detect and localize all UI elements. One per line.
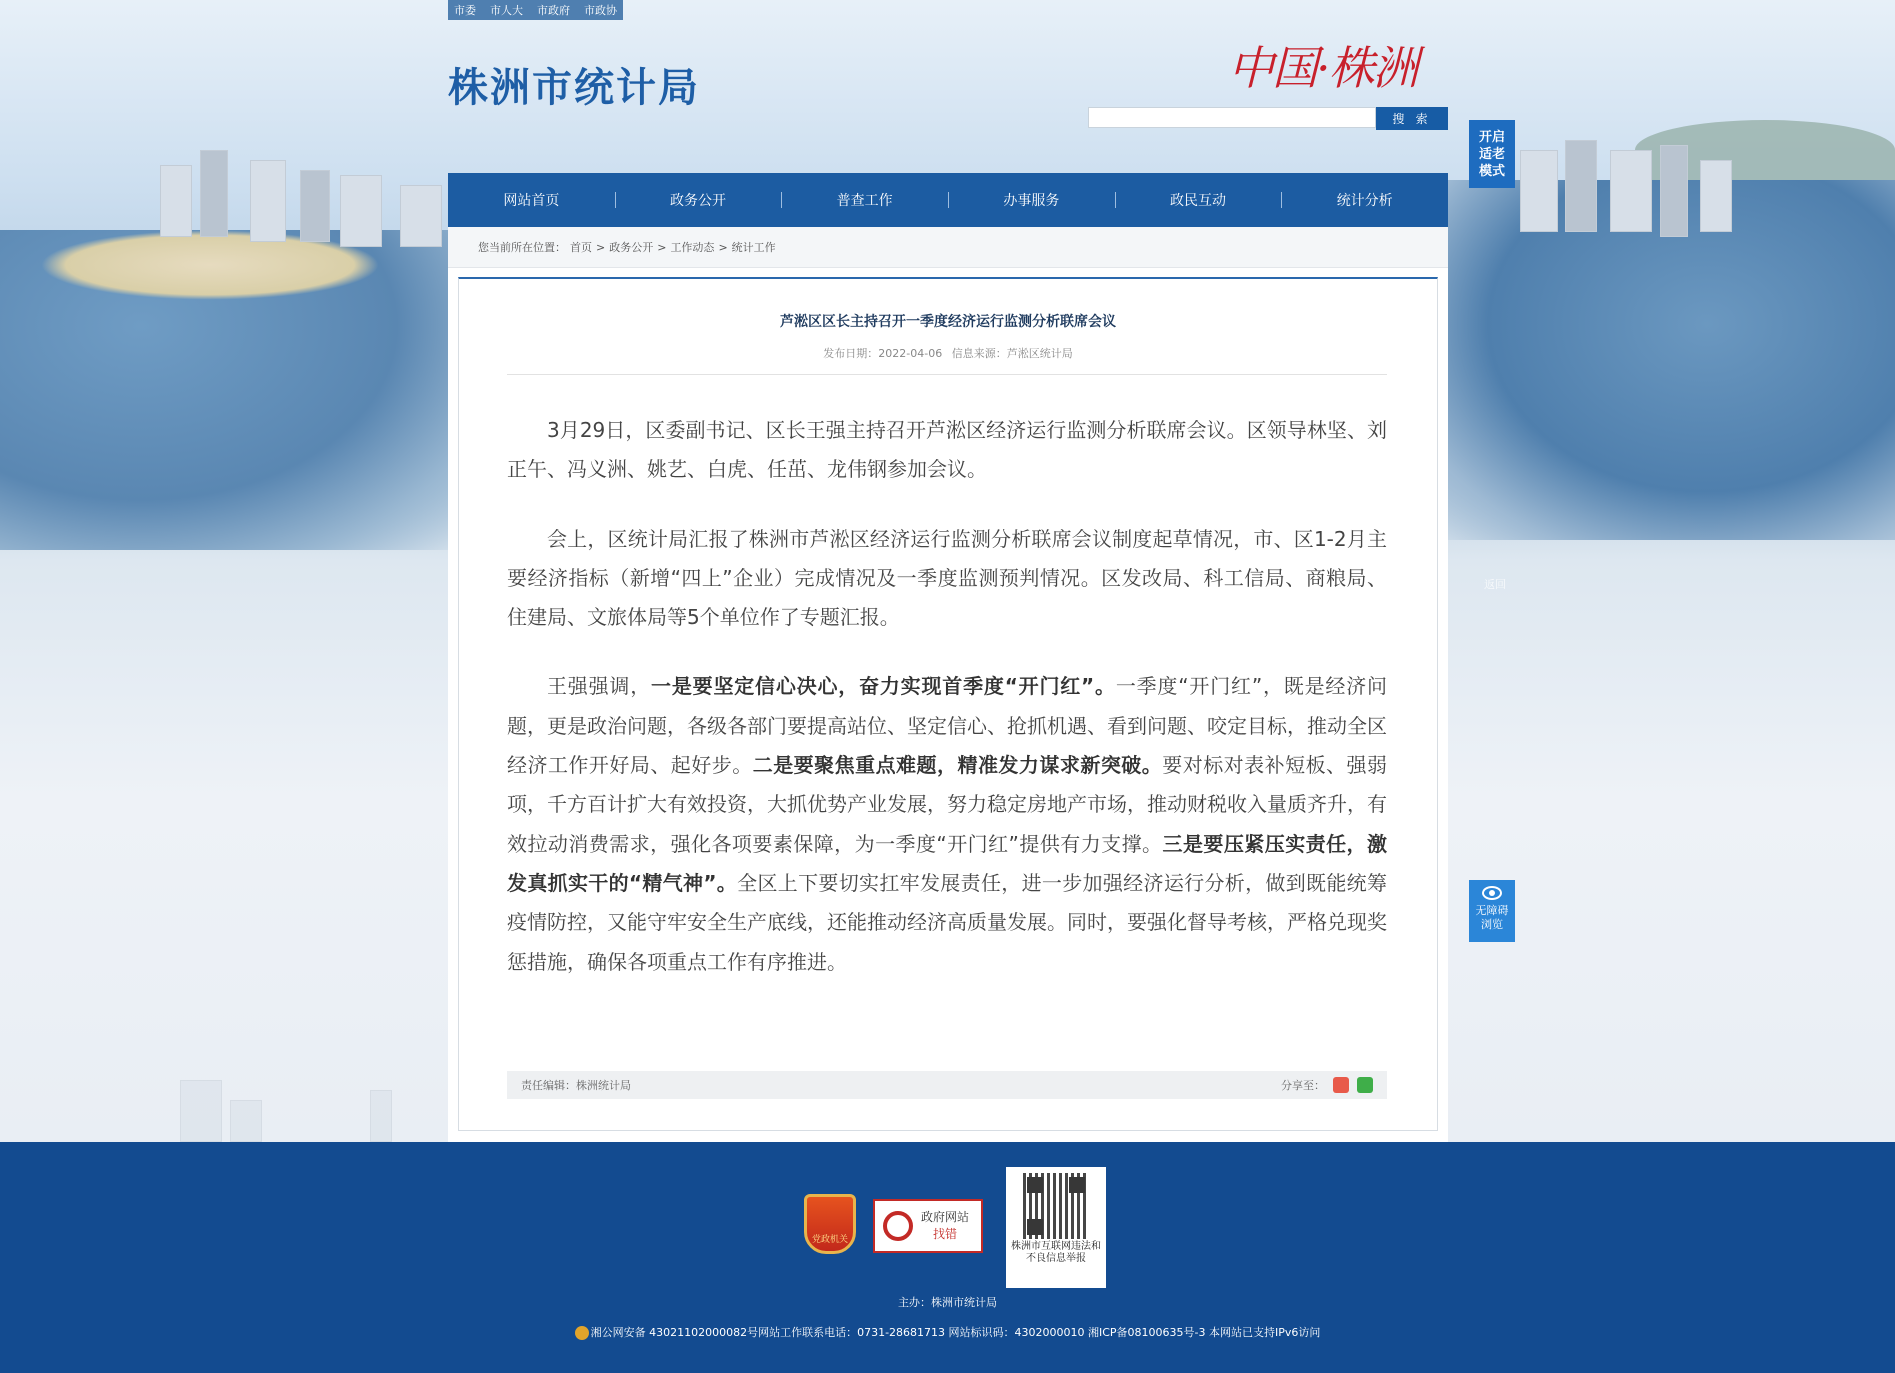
search-box bbox=[1088, 107, 1448, 130]
date-label: 发布日期： bbox=[823, 347, 879, 360]
breadcrumb-home[interactable]: 首页 bbox=[570, 241, 592, 254]
breadcrumb bbox=[448, 227, 1448, 268]
main-content bbox=[448, 227, 1448, 1142]
breadcrumb-gov-affairs[interactable]: 政务公开 bbox=[609, 241, 654, 254]
wechat-share-icon[interactable] bbox=[1357, 1077, 1373, 1093]
source-label: 信息来源： bbox=[951, 347, 1007, 360]
error-report-line2: 找错 bbox=[933, 1227, 958, 1241]
article-paragraph: 会上，区统计局汇报了株洲市芦淞区经济运行监测分析联席会议制度起草情况，市、区1-2月主要经济指标（新增“四上”企业）完成情况及一季度监测预判情况。区发改局、科工信局、商粮局、住建局、文旅体局等5个单位作了专题汇报。 bbox=[507, 526, 1387, 630]
icp-line bbox=[0, 1324, 1895, 1340]
accessibility-button[interactable] bbox=[1469, 880, 1515, 942]
top-link-party[interactable]: 市委 bbox=[454, 4, 476, 17]
top-link-npc[interactable]: 市人大 bbox=[490, 4, 523, 17]
nav-services[interactable]: 办事服务 bbox=[948, 173, 1115, 227]
nav-census[interactable]: 普查工作 bbox=[781, 173, 948, 227]
article-paragraph: 3月29日，区委副书记、区长王强主持召开芦淞区经济运行监测分析联席会议。区领导林坚、刘正午、冯义洲、姚艺、白虎、任茁、龙伟钢参加会议。 bbox=[507, 418, 1387, 482]
background-building bbox=[180, 1080, 222, 1142]
top-link-government[interactable]: 市政府 bbox=[537, 4, 570, 17]
background-building bbox=[300, 170, 330, 242]
sponsor-text: 主办：株洲市统计局 bbox=[898, 1296, 997, 1309]
background-building bbox=[1660, 145, 1688, 237]
article-meta bbox=[459, 345, 1437, 361]
article-title: 芦淞区区长主持召开一季度经济运行监测分析联席会议 bbox=[780, 314, 1116, 330]
background-building bbox=[1520, 150, 1558, 232]
nav-gov-affairs[interactable]: 政务公开 bbox=[615, 173, 782, 227]
breadcrumb-separator: > bbox=[718, 240, 728, 254]
background-building bbox=[1700, 160, 1732, 232]
text-run: 王强强调， bbox=[547, 674, 652, 699]
background-building bbox=[250, 160, 286, 242]
elder-mode-label: 开启适老模式 bbox=[1478, 129, 1505, 179]
nav-home[interactable]: 网站首页 bbox=[503, 193, 560, 209]
magnifier-icon bbox=[883, 1211, 913, 1241]
share-bar bbox=[1281, 1077, 1373, 1093]
article bbox=[458, 277, 1438, 1131]
report-qr-card[interactable] bbox=[1006, 1167, 1106, 1288]
breadcrumb-stat-work[interactable]: 统计工作 bbox=[731, 241, 776, 254]
accessibility-label: 无障碍浏览 bbox=[1475, 904, 1509, 931]
side-note: 返回 bbox=[1484, 578, 1506, 591]
article-paragraph bbox=[507, 667, 1387, 981]
breadcrumb-separator: > bbox=[596, 240, 606, 254]
top-link-cppcc[interactable]: 市政协 bbox=[584, 4, 617, 17]
party-gov-badge[interactable] bbox=[804, 1194, 856, 1254]
main-nav bbox=[448, 173, 1448, 227]
eye-icon bbox=[1482, 886, 1502, 900]
top-links-bar bbox=[448, 0, 623, 20]
background-building bbox=[370, 1090, 392, 1142]
footer bbox=[0, 1142, 1895, 1373]
editor-label: 责任编辑： bbox=[521, 1079, 576, 1092]
text-run: 要对标对表补短板、强弱项，千方百计扩大有效投资，大抓优势产业发展，努力稳定房地产市场，推动财税收入量质齐升，有效拉动消费需求，强化各项要素保障，为一季度“开门红”提供有力支撑。 bbox=[507, 753, 1388, 856]
police-badge-icon bbox=[575, 1326, 589, 1340]
bold-point-2: 二是要聚焦重点难题，精准发力谋求新突破。 bbox=[752, 753, 1163, 778]
background-building bbox=[1565, 140, 1597, 232]
text-run: 一季度“开门红”，既是经济问题，更是政治问题，各级各部门要提高站位、坚定信心、抢抓机遇、看到问题、咬定目标，推动全区经济工作开好局、起好步。 bbox=[507, 674, 1388, 778]
nav-statistics-analysis[interactable]: 统计分析 bbox=[1281, 173, 1448, 227]
editor-name: 株洲统计局 bbox=[576, 1079, 631, 1092]
breadcrumb-separator: > bbox=[657, 240, 667, 254]
breadcrumb-work-news[interactable]: 工作动态 bbox=[670, 241, 715, 254]
text-run: 全区上下要切实扛牢发展责任，进一步加强经济运行分析，做到既能统筹疫情防控，又能守牢安全生产底线，还能推动经济高质量发展。同时，要强化督导考核，严格兑现奖惩措施，确保各项重点工作有序推进。 bbox=[507, 870, 1388, 974]
icp-text: 湘公网安备 43021102000082号网站工作联系电话：0731-28681713 网站标识码：4302000010 湘ICP备08100635号-3 本网站已支持IPv6访问 bbox=[590, 1326, 1321, 1339]
gov-site-error-report-badge[interactable] bbox=[873, 1199, 983, 1253]
background-building bbox=[200, 150, 228, 237]
breadcrumb-prefix: 您当前所在位置： bbox=[478, 241, 566, 254]
china-zhuzhou-logo: 中国·株洲 bbox=[1228, 41, 1417, 95]
source: 芦淞区统计局 bbox=[1006, 347, 1073, 360]
qr-code bbox=[1023, 1173, 1089, 1239]
publish-date: 2022-04-06 bbox=[878, 347, 943, 360]
article-divider bbox=[507, 374, 1387, 375]
editor bbox=[521, 1077, 631, 1093]
background-building bbox=[1610, 150, 1652, 232]
party-gov-badge-label: 党政机关 bbox=[811, 1235, 848, 1245]
background-building bbox=[400, 185, 442, 247]
share-label: 分享至： bbox=[1281, 1079, 1325, 1092]
background-building bbox=[230, 1100, 262, 1142]
search-input[interactable] bbox=[1088, 107, 1376, 128]
background-building bbox=[160, 165, 192, 237]
bold-point-3: 三是要压紧压实责任，激发真抓实干的“精气神”。 bbox=[507, 831, 1387, 895]
qr-caption: 株洲市互联网违法和不良信息举报 bbox=[1011, 1241, 1101, 1264]
article-body bbox=[507, 411, 1387, 1012]
error-report-text bbox=[921, 1209, 969, 1243]
search-button[interactable]: 搜 索 bbox=[1376, 107, 1448, 130]
bold-point-1: 一是要坚定信心决心，奋力实现首季度“开门红”。 bbox=[651, 674, 1116, 699]
error-report-line1: 政府网站 bbox=[921, 1210, 970, 1224]
article-footer bbox=[507, 1071, 1387, 1099]
elder-mode-button[interactable] bbox=[1469, 120, 1515, 188]
weibo-share-icon[interactable] bbox=[1333, 1077, 1349, 1093]
background-building bbox=[340, 175, 382, 247]
site-title[interactable]: 株洲市统计局 bbox=[448, 65, 700, 111]
nav-interaction[interactable]: 政民互动 bbox=[1115, 173, 1282, 227]
